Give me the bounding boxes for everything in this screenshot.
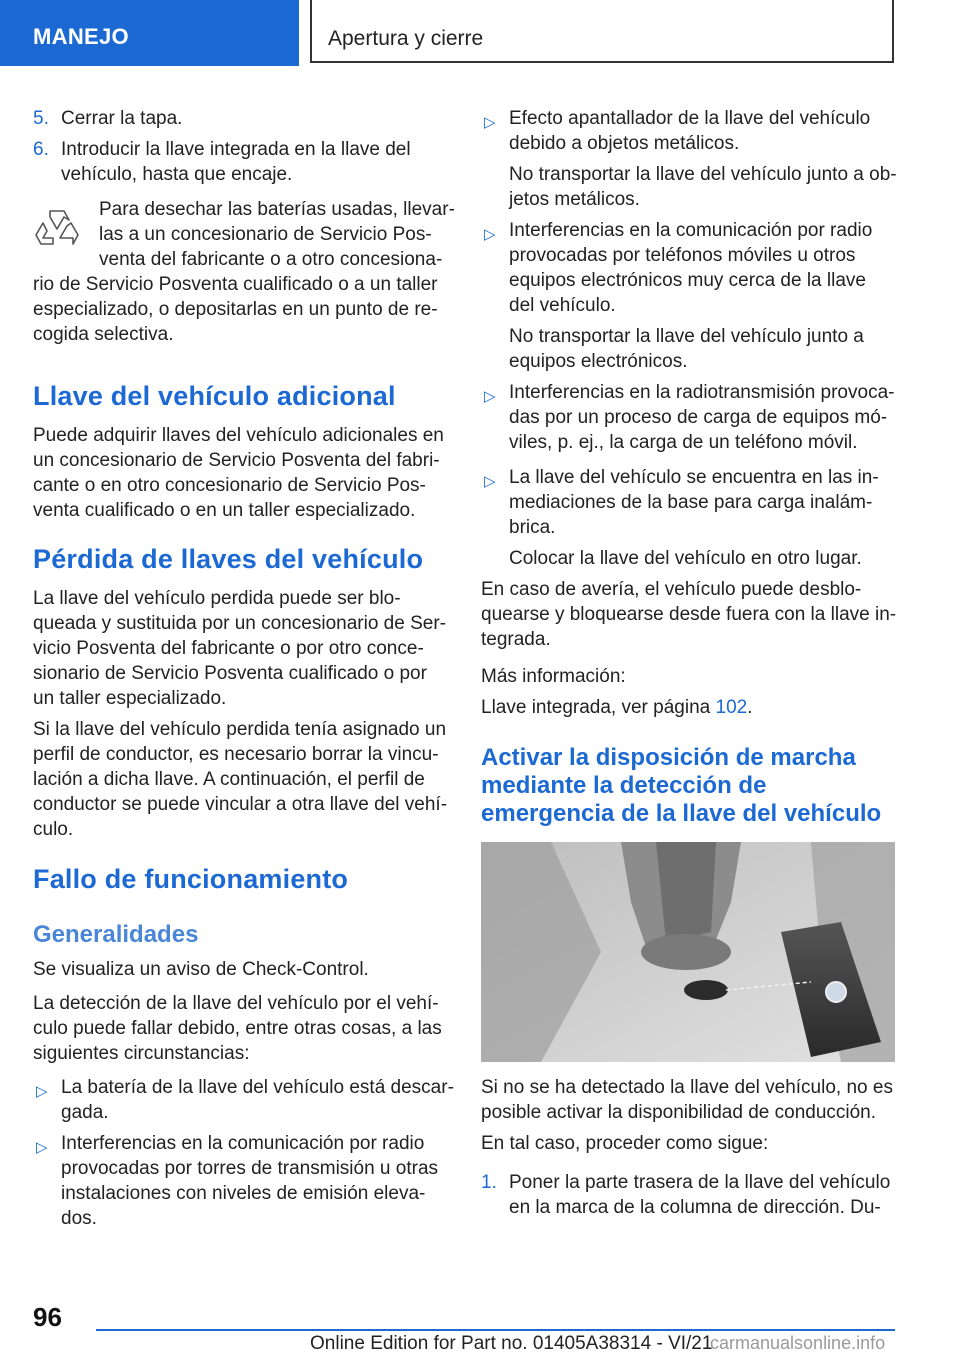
paragraph-line: cante o en otro concesionario de Servicio Pos- [33, 475, 426, 496]
paragraph-line: Si la llave del vehículo perdida tenía asignado un [33, 719, 447, 740]
step-number: 1. [481, 1172, 497, 1193]
bullet-text: dos. [61, 1208, 97, 1229]
bullet-text: Interferencias en la comunicación por radio [61, 1133, 425, 1154]
bullet-text: debido a objetos metálicos. [509, 133, 740, 154]
bullet-text: equipos electrónicos muy cerca de la llave [509, 270, 866, 291]
bullet-triangle-icon: ▷ [484, 473, 496, 490]
bullet-triangle-icon: ▷ [36, 1083, 48, 1100]
paragraph-line: siguientes circunstancias: [33, 1043, 250, 1064]
bullet-text: Interferencias en la radiotransmisión provoca- [509, 382, 895, 403]
paragraph-line: La llave del vehículo perdida puede ser blo- [33, 588, 401, 609]
step-number: 5. [33, 108, 49, 129]
paragraph-line: vicio Posventa del fabricante o por otro conce- [33, 638, 424, 659]
paragraph-line: En tal caso, proceder como sigue: [481, 1133, 769, 1154]
step-text: Poner la parte trasera de la llave del vehículo [509, 1172, 891, 1193]
step-text: Cerrar la tapa. [61, 108, 183, 129]
recycle-note-line: las a un concesionario de Servicio Pos- [99, 224, 432, 245]
bullet-text: brica. [509, 517, 556, 538]
paragraph-line: Se visualiza un aviso de Check-Control. [33, 959, 369, 980]
heading-key-loss: Pérdida de llaves del vehículo [33, 544, 424, 574]
paragraph-line: Si no se ha detectado la llave del vehículo, no es [481, 1077, 893, 1098]
paragraph-line: queada y sustituida por un concesionario de Ser- [33, 613, 446, 634]
paragraph-line: culo. [33, 819, 74, 840]
recycle-note-line: especializado, o depositarlas en un punto de re- [33, 299, 438, 320]
heading-emergency-line: emergencia de la llave del vehículo [481, 800, 882, 827]
bullet-text: del vehículo. [509, 295, 616, 316]
bullet-subtext: equipos electrónicos. [509, 351, 688, 372]
edition-text: Online Edition for Part no. 01405A38314 - VI/21 [310, 1333, 713, 1354]
chapter-header [310, 0, 894, 63]
reference-end: . [747, 697, 753, 718]
recycle-note-line: cogida selectiva. [33, 324, 174, 345]
bullet-subtext: No transportar la llave del vehículo junto a [509, 326, 864, 347]
photo-illustration [481, 842, 895, 1062]
paragraph-line: lación a dicha llave. A continuación, el perfil de [33, 769, 425, 790]
chapter-title: Apertura y cierre [328, 27, 484, 50]
page-number: 96 [33, 1302, 62, 1332]
paragraph-line: quearse y bloquearse desde fuera con la llave in- [481, 604, 897, 625]
step-text: Introducir la llave integrada en la llave del [61, 139, 411, 160]
page-link[interactable]: 102 [715, 697, 748, 718]
bullet-text: viles, p. ej., la carga de un teléfono móvil. [509, 432, 858, 453]
subheading-general: Generalidades [33, 921, 199, 948]
section-title: MANEJO [33, 24, 129, 49]
section-tab [0, 0, 299, 66]
paragraph-line: venta cualificado o en un taller especializado. [33, 500, 416, 521]
paragraph-line: culo puede fallar debido, entre otras cosas, a las [33, 1018, 442, 1039]
paragraph-line: La detección de la llave del vehículo por el vehí- [33, 993, 439, 1014]
bullet-triangle-icon: ▷ [484, 114, 496, 131]
paragraph-line: Más información: [481, 666, 626, 687]
paragraph-line: un taller especializado. [33, 688, 227, 709]
bullet-text: La llave del vehículo se encuentra en las in- [509, 467, 879, 488]
bullet-subtext: No transportar la llave del vehículo junto a ob- [509, 164, 897, 185]
paragraph-line: posible activar la disponibilidad de conducción. [481, 1102, 877, 1123]
bullet-text: provocadas por torres de transmisión u otras [61, 1158, 439, 1179]
paragraph-line: conductor se puede vincular a otra llave del vehí- [33, 794, 448, 815]
reference-text: Llave integrada, ver página [481, 697, 716, 718]
bullet-triangle-icon: ▷ [484, 226, 496, 243]
recycle-note-line: Para desechar las baterías usadas, llevar- [99, 199, 455, 220]
heading-malfunction: Fallo de funcionamiento [33, 864, 349, 894]
paragraph-line: perfil de conductor, es necesario borrar la vincu- [33, 744, 439, 765]
page-reference [481, 695, 752, 720]
recycle-note-line: venta del fabricante o a otro concesiona- [99, 249, 443, 270]
bullet-subtext: jetos metálicos. [509, 189, 640, 210]
recycle-icon [33, 205, 81, 253]
bullet-text: gada. [61, 1102, 109, 1123]
recycle-note-line: rio de Servicio Posventa cualificado o a un taller [33, 274, 438, 295]
heading-emergency-line: mediante la detección de [481, 772, 767, 799]
bullet-text: La batería de la llave del vehículo está descar- [61, 1077, 454, 1098]
heading-emergency-line: Activar la disposición de marcha [481, 744, 856, 771]
paragraph-line: En caso de avería, el vehículo puede desblo- [481, 579, 862, 600]
bullet-text: instalaciones con niveles de emisión eleva- [61, 1183, 426, 1204]
step-number: 6. [33, 139, 49, 160]
bullet-subtext: Colocar la llave del vehículo en otro lugar. [509, 548, 862, 569]
step-text: vehículo, hasta que encaje. [61, 164, 293, 185]
bullet-text: das por un proceso de carga de equipos mó- [509, 407, 888, 428]
paragraph-line: tegrada. [481, 629, 551, 650]
footer-divider [96, 1329, 895, 1331]
bullet-text: provocadas por teléfonos móviles u otros [509, 245, 856, 266]
bullet-triangle-icon: ▷ [36, 1139, 48, 1156]
step-text: en la marca de la columna de dirección. Du- [509, 1197, 881, 1218]
bullet-text: mediaciones de la base para carga inalám- [509, 492, 873, 513]
watermark: carmanualsonline.info [710, 1333, 886, 1353]
bullet-text: Interferencias en la comunicación por radio [509, 220, 873, 241]
heading-additional-key: Llave del vehículo adicional [33, 381, 396, 411]
steering-column-key-photo [481, 842, 895, 1062]
paragraph-line: un concesionario de Servicio Posventa del fabri- [33, 450, 440, 471]
paragraph-line: Puede adquirir llaves del vehículo adicionales en [33, 425, 444, 446]
bullet-triangle-icon: ▷ [484, 388, 496, 405]
bullet-text: Efecto apantallador de la llave del vehículo [509, 108, 871, 129]
paragraph-line: sionario de Servicio Posventa cualificado o por [33, 663, 427, 684]
